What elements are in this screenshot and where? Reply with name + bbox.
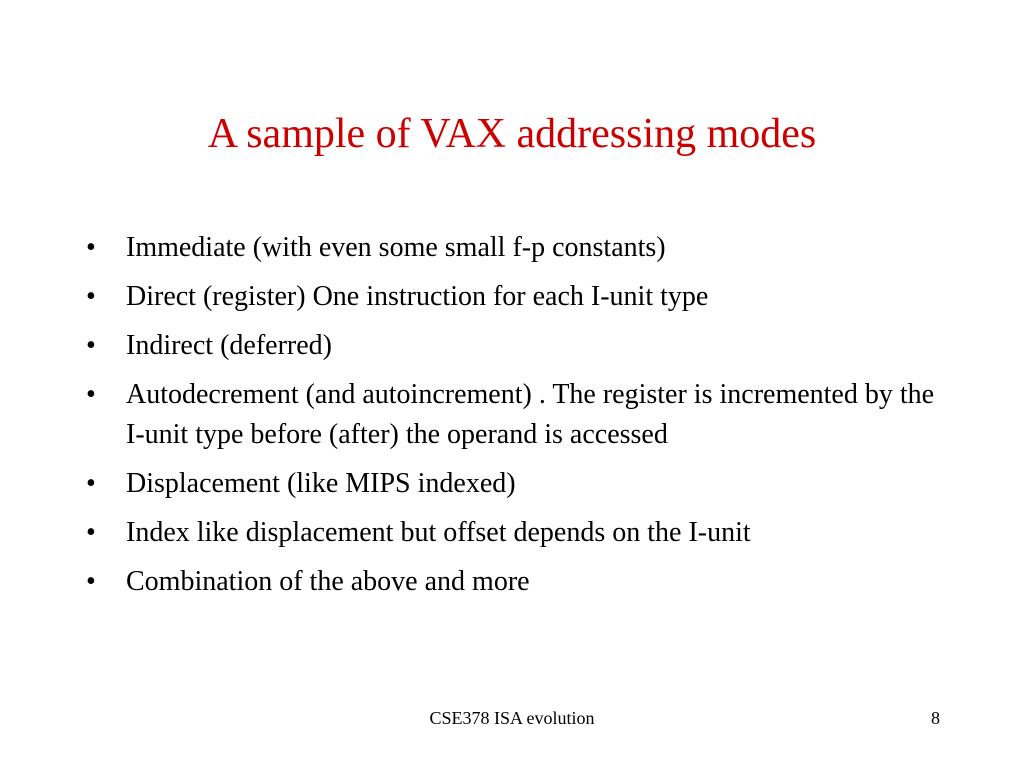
bullet-icon: •	[86, 468, 96, 499]
bullet-text: Immediate (with even some small f-p constants)	[126, 232, 666, 263]
page-number: 8	[931, 708, 940, 728]
bullet-text: Displacement (like MIPS indexed)	[126, 468, 516, 499]
bullet-text: Direct (register) One instruction for each I-unit type	[126, 281, 709, 312]
bullet-text: Indirect (deferred)	[126, 330, 332, 361]
slide-title: A sample of VAX addressing modes	[207, 111, 817, 157]
bullet-icon: •	[86, 566, 96, 597]
bullet-item	[86, 513, 946, 553]
bullet-text: Autodecrement (and autoincrement) . The register is incremented by the I-unit type before (after) the operand is accessed	[126, 379, 935, 450]
bullet-icon: •	[86, 517, 96, 548]
bullet-icon: •	[86, 379, 96, 410]
bullet-icon: •	[86, 281, 96, 312]
bullet-item	[86, 562, 946, 602]
bullet-text: Index like displacement but offset depends on the I-unit	[126, 517, 751, 548]
bullet-item	[86, 464, 946, 504]
bullet-item	[86, 326, 946, 366]
bullet-icon: •	[86, 330, 96, 361]
footer-text: CSE378 ISA evolution	[429, 708, 595, 728]
bullet-text: Combination of the above and more	[126, 566, 530, 597]
bullet-list	[86, 228, 946, 611]
bullet-item	[86, 277, 946, 317]
bullet-item	[86, 228, 946, 268]
bullet-item	[86, 375, 946, 455]
bullet-icon: •	[86, 232, 96, 263]
